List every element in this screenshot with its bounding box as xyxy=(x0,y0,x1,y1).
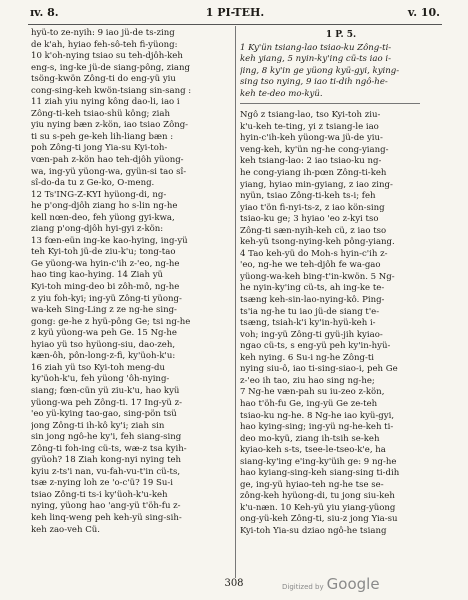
text-line: yüong-wa-keh bing-t'in-kwön. 5 Ng- xyxy=(240,271,395,282)
text-line: jing, 8 ky'in ge yüong kyü-gyi, kying- xyxy=(240,65,400,76)
text-line: tsöng-kwön Zông-ti do eng-yü yiu xyxy=(31,74,176,85)
text-line: 4 Tao keh-yü do Moh-s hyin-c'ih z- xyxy=(240,248,388,259)
text-line: voh; ing-yü Zông-ti gyü-jih kyiao- xyxy=(240,329,383,340)
text-line: hao kyiang-sing-keh siang-sing ti-dih xyxy=(240,468,400,479)
text-line: 1 Ky'ün tsiang-lao tsiao-ku Zông-ti- xyxy=(240,42,392,53)
text-line: sî-do-da tu z Ge-ko, Ö-meng. xyxy=(31,178,155,189)
text-line: ge, ing-yü hyiao-teh ng-he tse se- xyxy=(240,479,384,490)
text-line: keh zao-veh Cü. xyxy=(31,524,100,535)
text-line: ti su s-peh ge-keh lih-liang bæn : xyxy=(31,131,174,142)
text-line: kæn-ôh, pôn-long-z-fi, ky'üoh-k'u: xyxy=(31,351,176,362)
text-line: wa, ing-yü yüong-wa, gyün-si tao sî- xyxy=(31,166,187,177)
text-line: tsæng, tsiah-k'i ky'in-hyü-keh i- xyxy=(240,318,376,329)
text-line: tsæng keh-sin-lao-nying-kô. Ping- xyxy=(240,295,385,306)
text-line: 'eo yü-kying tao-gao, sing-pön tsü xyxy=(31,409,177,420)
text-line: 'eo, ng-he we teh-djôh fe wa-gao xyxy=(240,260,381,271)
text-line: cong-sing-keh kwön-tsiang sin-sang : xyxy=(31,85,192,96)
text-line: zông-keh hyüong-di, tu jong siu-keh xyxy=(240,491,395,502)
text-line: tsiao Zông-ti ts-i ky'üoh-k'u-keh xyxy=(31,489,168,500)
text-line: wa-keh Sing-Ling z ze ng-he sing- xyxy=(31,305,177,316)
text-line: ziang p'ong-djôh hyi-gyi z-kön: xyxy=(31,224,164,235)
chapter-heading: 1 P. 5. xyxy=(325,30,357,40)
text-line: Ge yüong-wa hyin-c'ih z-'eo, ng-he xyxy=(31,258,180,269)
watermark-logo: Google xyxy=(326,575,380,593)
text-line: yüong-wa peh Zông-ti. 17 Ing-yü z- xyxy=(31,397,183,408)
text-line: teh Kyi-toh jü-de ziu-k'u; tong-tao xyxy=(31,247,176,258)
text-line: Kyi-toh Yia-su dziao ngô-he tsiang xyxy=(240,525,387,536)
text-line: Ngô z tsiang-lao, tso Kyi-toh ziu- xyxy=(240,110,381,121)
text-line: yiao t'ön fi-nyi-ts-z, z iao kön-sing xyxy=(240,202,385,213)
text-line: hyiao yü tso hyüong-siu, dao-zeh, xyxy=(31,339,176,350)
text-line: nying siu-ô, iao ti-sing-siao-i, peh Ge xyxy=(240,364,398,375)
text-line: 11 ziah yiu nying kông dao-li, iao i xyxy=(31,97,180,108)
left-text-column xyxy=(31,28,230,536)
text-line: nyün, tsiao Zông-ti-keh ts-i; feh xyxy=(240,191,376,202)
text-line: hao ting kao-hying. 14 Ziah yü xyxy=(31,270,164,281)
text-line: 7 Ng-he væn-pah su iu-zeo z-kön, xyxy=(240,387,385,398)
text-line: 16 ziah yü tso Kyi-toh meng-du xyxy=(31,362,165,373)
chapter-summary xyxy=(240,43,442,101)
text-line: k'u-keh te-ting, yi z tsiang-le iao xyxy=(240,121,379,132)
text-line: sing tso nying, 9 iao ti-dih ngô-he- xyxy=(240,77,388,88)
text-line: z-'eo ih tao, ziu hao sing ng-he; xyxy=(240,375,375,386)
text-line: siang; fœn-cün yü ziu-k'u, hao kyü xyxy=(31,385,180,396)
text-line: he nyin-ky'ing cü-ts, ah ing-ke te- xyxy=(240,283,385,294)
text-line: he p'ong-djôh ziang ho s-lin ng-he xyxy=(31,201,178,212)
text-line: tsiao-ku ng-he. 8 Ng-he iao kyü-gyi, xyxy=(240,410,395,421)
text-line: jong Zông-ti ih-kô ky'i; ziah sin xyxy=(31,420,165,431)
text-line: gyüoh? 18 Ziah kong-nyi nying teh xyxy=(31,455,182,466)
column-divider xyxy=(235,26,236,578)
text-line: ts'ia ng-he tu iao jü-de siang t'e- xyxy=(240,306,380,317)
text-line: keh linq-weng peh keh-yü sing-sih- xyxy=(31,512,182,523)
text-line: vœn-pah z-kön hao teh-djôh yüong- xyxy=(31,155,184,166)
text-line: keh-yü tsong-nying-keh pông-yiang. xyxy=(240,237,395,248)
header-rule xyxy=(28,24,442,25)
summary-rule xyxy=(240,103,420,104)
text-line: hyin-c'ih-keh yüong-wa jü-de yiu- xyxy=(240,133,383,144)
text-line: 10 k'oh-nying tsiao su teh-djôh-keh xyxy=(31,51,183,62)
text-line: tsæ z-nying loh ze 'o-c'ü? 19 Su-i xyxy=(31,478,173,489)
google-watermark xyxy=(282,575,380,593)
text-line: k'u-næn. 10 Keh-yü yiu yiang-yüong xyxy=(240,502,396,513)
watermark-prefix: Digitized by xyxy=(282,583,324,591)
text-line: keh te-deo mo-kyü. xyxy=(240,88,323,99)
text-line: hao kying-sing; ing-yü ng-he-keh ti- xyxy=(240,422,394,433)
text-line: sin jong ngô-he ky'i, feh siang-sing xyxy=(31,432,182,443)
text-line: hyü-to ze-nyih: 9 iao jü-de ts-zing xyxy=(31,28,175,38)
text-line: de k'ah, hyiao feh-sô-teh fi-yüong: xyxy=(31,39,178,50)
text-line: siang-ky'ing e'ing-ky'üih ge: 9 ng-he xyxy=(240,456,397,467)
text-line: 13 fœn-eün ing-ke kao-hying, ing-yü xyxy=(31,235,188,246)
text-line: Zông-ti foh-ing cü-ts, wæ-z tsa kyih- xyxy=(31,443,187,454)
text-line: deo mo-kyü, ziang ih-tsih se-keh xyxy=(240,433,380,444)
running-header xyxy=(30,4,440,22)
text-line: 12 Ts'ING-Z-KYI hyüong-di, ng- xyxy=(31,189,167,200)
text-line: Kyi-toh ming-deo bi zôh-mô, ng-he xyxy=(31,282,180,293)
book-title: 1 PI-TEH. xyxy=(205,6,265,19)
text-line: he cong-yiang ih-pœn Zông-ti-keh xyxy=(240,168,387,179)
text-line: ngao cü-ts, s eng-yü peh ky'in-hyü- xyxy=(240,341,391,352)
text-line: Zông-ti-keh tsiao-shü kông; ziah xyxy=(31,108,170,119)
text-line: z yiu foh-kyi; ing-yü Zông-ti yüong- xyxy=(31,293,182,304)
text-line: yiu nying bæn z-kön, iao tsiao Zông- xyxy=(31,120,189,131)
text-line: kell nœn-deo, feh yüong gyi-kwa, xyxy=(31,212,175,223)
text-line: ong-yü-keh Zông-ti, siu-z jong Yia-su xyxy=(240,514,398,525)
text-line: veng-keh, ky'ün ng-he cong-yiang- xyxy=(240,144,389,155)
text-line: nying, yüong hao 'ang-yü t'öh-fu z- xyxy=(31,501,181,512)
chapter-body xyxy=(240,110,442,537)
text-line: hao t'öh-fu Ge, ing-yü Ge ze-teh xyxy=(240,398,378,409)
text-line: keh yiang, 5 nyin-ky'ing cü-ts iao i- xyxy=(240,54,391,65)
text-line: yiang, hyiao min-gyiang, z iao zing- xyxy=(240,179,393,190)
right-text-column xyxy=(240,28,442,538)
text-line: keh nying. 6 Su-i ng-he Zông-ti xyxy=(240,352,375,363)
text-line: gong: ge-he z hyü-pông Ge; tsi ng-he xyxy=(31,316,191,327)
text-line: Zông-ti sæn-nyih-keh cü, z iao tso xyxy=(240,225,387,236)
text-line: keh tsiang-lao: 2 iao tsiao-ku ng- xyxy=(240,156,382,167)
text-line: kyiu z-ts'i nan, vu-fah-vu-t'in cü-ts, xyxy=(31,466,181,477)
text-line: z kyü yüong-wa peh Ge. 15 Ng-he xyxy=(31,328,177,339)
chapter-verse-left: ɪv. 8. xyxy=(30,6,59,19)
text-line: eng-s, ing-ke jü-de siang-pông, ziang xyxy=(31,62,190,73)
text-line: kyiao-keh s-ts, tsee-le-tseo-k'e, ha xyxy=(240,445,386,456)
text-line: ky'üoh-k'u, feh yüong 'ôh-nying- xyxy=(31,374,170,385)
chapter-verse-right: v. 10. xyxy=(407,6,440,19)
text-line: tsiao-ku ge; 3 hyiao 'eo z-kyi tso xyxy=(240,214,379,225)
page-number: 308 xyxy=(224,578,244,589)
text-line: poh Zông-ti jong Yia-su Kyi-toh- xyxy=(31,143,168,154)
